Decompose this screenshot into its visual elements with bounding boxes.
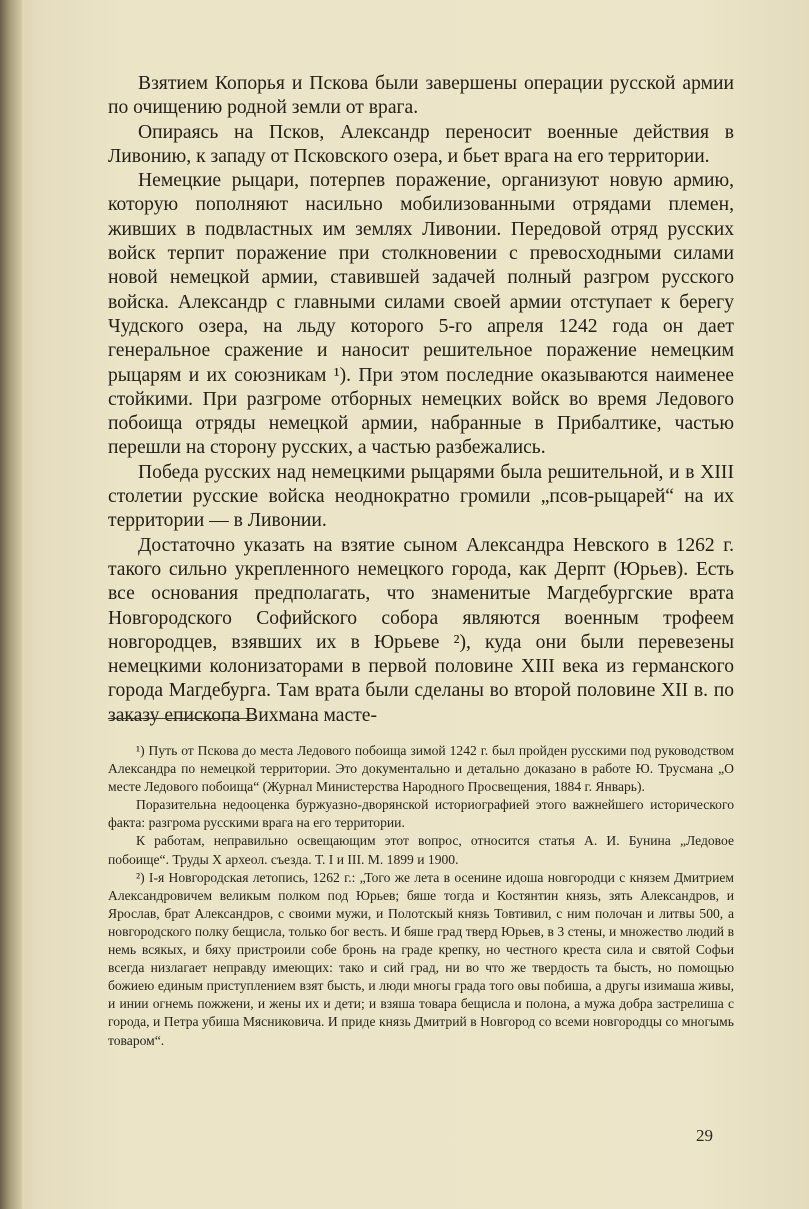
paragraph: Немецкие рыцари, потерпев поражение, организуют новую армию, которую пополняют насильно мобилизованными отрядами племен, живших в подвластных им землях Ливонии. Передовой отряд русских войск терпит поражение при столкновении с превосходными силами новой немецкой армии, ставившей задачей полный разгром русского войска. Александр с главными силами своей армии отступает к берегу Чудского озера, на льду которого 5-го апреля 1242 года он дает генеральное сражение и наносит решительное поражение немецким рыцарям и их союзникам ¹). При этом последние оказываются наименее стойкими. При разгроме отборных немецких войск во время Ледового побоища отряды немецкой армии, набранные в Прибалтике, частью перешли на сторону русских, а частью разбежались. — [108, 170, 734, 459]
footnote: ²) I-я Новгородская летопись, 1262 г.: „Того же лета в осенине идоша новгородци с князем Дмитрием Александровичем великым полком под Юрьев; бяше тогда и Костянтин князь, зять Александров, и Ярослав, брат Александров, с своими мужи, и Полотскый князь Товтивил, с ним полочан и литвы 500, а новгородского полку бещисла, только бог весть. И бяше град тверд Юрьев, в 3 стены, и множество людий в немь всякых, и бяху пристроили собе бронь на граде крепку, но честного креста сила и святой Софьи всегда низлагает неправду имеющих: тако и сий град, ни во что же твердость та бысть, но помощью божиею единым приступлением взят бысть, и люди многы града того овы побиша, а другы изимаша живы, и инии огнемь пожжени, и жены их и дети; и взяша товара бещисла и полона, а мужа добра застрелиша с города, и Петра убиша Мясниковича. И приде князь Дмитрий в Новгород со всеми новгородцы со многымь товаром“. — [108, 869, 734, 1048]
paragraph: Достаточно указать на взятие сыном Александра Невского в 1262 г. такого сильно укрепленного немецкого города, как Дерпт (Юрьев). Есть все основания предполагать, что знаменитые Магдебургские врата Новгородского Софийского собора являются военным трофеем новгородцев, взявших их в Юрьеве ²), куда они были перевезены немецкими колонизаторами в первой половине XIII века из германского города Магдебурга. Там врата были сделаны во второй половине XII в. по заказу епископа Вихмана масте- — [108, 534, 734, 726]
paragraph: Победа русских над немецкими рыцарями была решительной, и в XIII столетии русские войска неоднократно громили „псов-рыцарей“ на их территории — в Ливонии. — [108, 461, 734, 532]
book-spine — [0, 0, 22, 1209]
footnote: Поразительна недооценка буржуазно-дворянской историографией этого важнейшего исторического факта: разгрома русскими врага на его территории. — [108, 797, 734, 831]
page-number: 29 — [696, 1126, 713, 1145]
paragraph: Опираясь на Псков, Александр переносит военные действия в Ливонию, к западу от Псковского озера, и бьет врага на его территории. — [108, 121, 734, 167]
paragraph: Взятием Копорья и Пскова были завершены операции русской армии по очищению родной земли от врага. — [108, 73, 734, 119]
footnote: ¹) Путь от Пскова до места Ледового побоища зимой 1242 г. был пройден русскими под руководством Александра по немецкой территории. Это документально и детально доказано в работе Ю. Трусмана „О месте Ледового побоища“ (Журнал Министерства Народного Просвещения, 1884 г. Январь). — [108, 743, 734, 795]
footnote: К работам, неправильно освещающим этот вопрос, относится статья А. И. Бунина „Ледовое побоище“. Труды X археол. съезда. Т. I и III. М. 1899 и 1900. — [108, 833, 734, 867]
main-text — [108, 72, 734, 728]
footnote-divider — [108, 718, 256, 719]
footnotes — [108, 742, 734, 1050]
